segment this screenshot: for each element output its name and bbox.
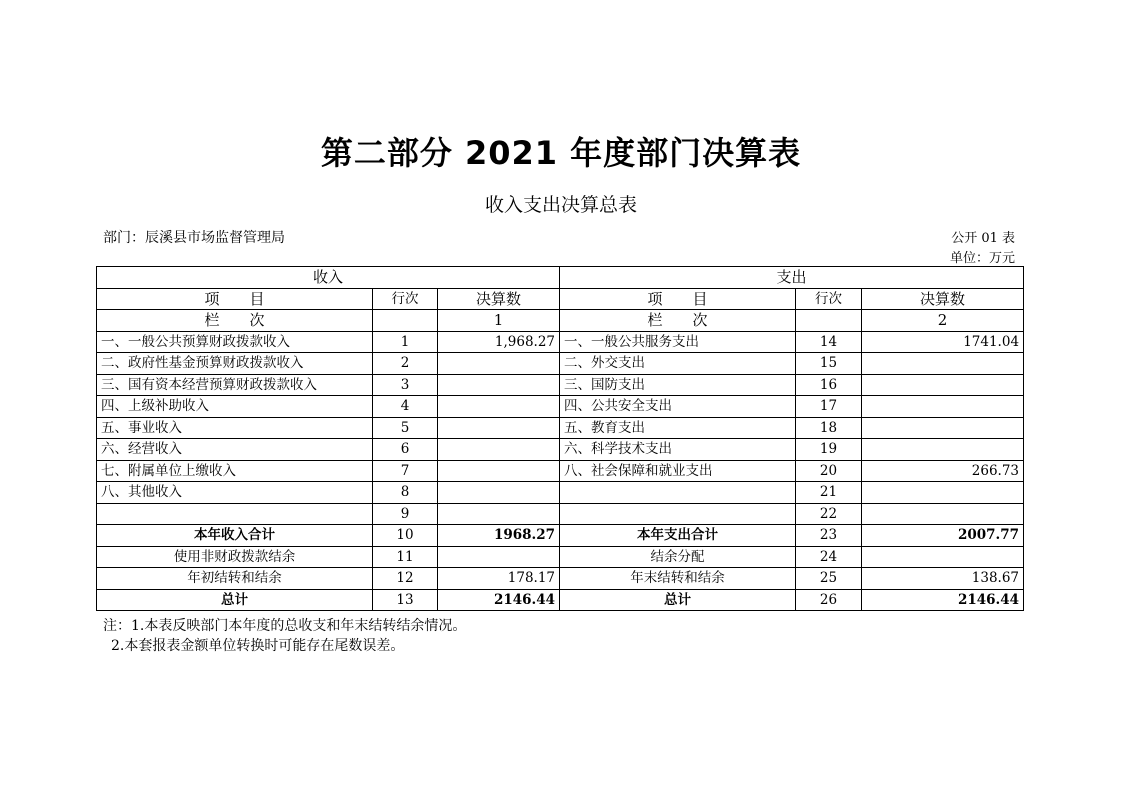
income-rowno-header: 行次 — [373, 288, 438, 310]
income-item: 五、事业收入 — [97, 417, 373, 439]
income-amount — [438, 503, 560, 525]
table-row — [97, 396, 1024, 418]
expense-row-no: 18 — [796, 417, 862, 439]
income-header: 收入 — [97, 267, 560, 289]
income-item: 三、国有资本经营预算财政拨款收入 — [97, 374, 373, 396]
income-summary-row-no: 12 — [373, 568, 438, 590]
income-row-no: 9 — [373, 503, 438, 525]
expense-amount: 266.73 — [862, 460, 1024, 482]
income-item: 七、附属单位上缴收入 — [97, 460, 373, 482]
income-summary-amount: 2146.44 — [438, 589, 560, 611]
expense-amount — [862, 396, 1024, 418]
table-subtitle: 收入支出决算总表 — [484, 194, 637, 216]
summary-row — [97, 546, 1024, 568]
expense-amount — [862, 482, 1024, 504]
income-item: 一、一般公共预算财政拨款收入 — [97, 331, 373, 353]
income-row-no: 1 — [373, 331, 438, 353]
income-item — [97, 503, 373, 525]
income-row-no: 4 — [373, 396, 438, 418]
table-row — [97, 417, 1024, 439]
expense-amount — [862, 439, 1024, 461]
expense-rowno-header: 行次 — [796, 288, 862, 310]
expense-row-no: 17 — [796, 396, 862, 418]
expense-item — [560, 503, 796, 525]
income-row-no: 3 — [373, 374, 438, 396]
expense-header: 支出 — [560, 267, 1024, 289]
summary-row — [97, 589, 1024, 611]
income-amount — [438, 374, 560, 396]
table-row — [97, 331, 1024, 353]
income-summary-amount: 1968.27 — [438, 525, 560, 547]
income-summary-row-no: 11 — [373, 546, 438, 568]
expense-amount — [862, 353, 1024, 375]
expense-amount — [862, 374, 1024, 396]
unit-label: 单位：万元 — [949, 251, 1015, 266]
income-summary-row-no: 10 — [373, 525, 438, 547]
table-row — [97, 374, 1024, 396]
expense-summary-amount: 138.67 — [862, 568, 1024, 590]
expense-item: 五、教育支出 — [560, 417, 796, 439]
expense-amount — [862, 503, 1024, 525]
income-amount: 1,968.27 — [438, 331, 560, 353]
form-number: 公开 01 表 — [951, 231, 1015, 246]
income-row-no: 2 — [373, 353, 438, 375]
income-item: 六、经营收入 — [97, 439, 373, 461]
expense-row-no: 16 — [796, 374, 862, 396]
expense-row-no: 14 — [796, 331, 862, 353]
expense-summary-amount: 2007.77 — [862, 525, 1024, 547]
expense-item: 三、国防支出 — [560, 374, 796, 396]
income-summary-amount: 178.17 — [438, 568, 560, 590]
expense-row-no: 15 — [796, 353, 862, 375]
income-summary-row-no: 13 — [373, 589, 438, 611]
expense-row-no: 21 — [796, 482, 862, 504]
note-2: 2.本套报表金额单位转换时可能存在尾数误差。 — [111, 638, 405, 654]
expense-item: 一、一般公共服务支出 — [560, 331, 796, 353]
income-amount — [438, 460, 560, 482]
header-row-columns — [97, 288, 1024, 310]
expense-column-rowno — [796, 310, 862, 332]
expense-summary-amount: 2146.44 — [862, 589, 1024, 611]
income-amount — [438, 353, 560, 375]
expense-item: 六、科学技术支出 — [560, 439, 796, 461]
expense-summary-item: 年末结转和结余 — [560, 568, 796, 590]
income-item-header: 项 目 — [97, 288, 373, 310]
table-row — [97, 439, 1024, 461]
expense-summary-item: 总计 — [560, 589, 796, 611]
table-row — [97, 353, 1024, 375]
expense-column-label: 栏 次 — [560, 310, 796, 332]
summary-row — [97, 525, 1024, 547]
income-amount — [438, 396, 560, 418]
income-amount — [438, 417, 560, 439]
expense-summary-row-no: 24 — [796, 546, 862, 568]
expense-row-no: 20 — [796, 460, 862, 482]
income-row-no: 8 — [373, 482, 438, 504]
income-row-no: 6 — [373, 439, 438, 461]
income-column-label: 栏 次 — [97, 310, 373, 332]
income-amount-header: 决算数 — [438, 288, 560, 310]
column-index-row — [97, 310, 1024, 332]
income-item: 四、上级补助收入 — [97, 396, 373, 418]
income-summary-item: 总计 — [97, 589, 373, 611]
department-label: 部门：辰溪县市场监督管理局 — [103, 230, 285, 246]
income-summary-item: 年初结转和结余 — [97, 568, 373, 590]
expense-item: 四、公共安全支出 — [560, 396, 796, 418]
expense-amount — [862, 417, 1024, 439]
income-column-index: 1 — [438, 310, 560, 332]
notes — [103, 616, 466, 656]
income-amount — [438, 482, 560, 504]
expense-summary-row-no: 26 — [796, 589, 862, 611]
expense-summary-row-no: 23 — [796, 525, 862, 547]
income-summary-item: 使用非财政拨款结余 — [97, 546, 373, 568]
header-row-sections — [97, 267, 1024, 289]
expense-summary-item: 本年支出合计 — [560, 525, 796, 547]
expense-amount: 1741.04 — [862, 331, 1024, 353]
expense-row-no: 19 — [796, 439, 862, 461]
expense-row-no: 22 — [796, 503, 862, 525]
income-row-no: 7 — [373, 460, 438, 482]
income-amount — [438, 439, 560, 461]
income-summary-item: 本年收入合计 — [97, 525, 373, 547]
expense-summary-row-no: 25 — [796, 568, 862, 590]
income-column-rowno — [373, 310, 438, 332]
page-title: 第二部分 2021 年度部门决算表 — [320, 134, 802, 172]
note-1: 注：1.本表反映部门本年度的总收支和年末结转结余情况。 — [103, 618, 467, 634]
table-row — [97, 460, 1024, 482]
income-item: 二、政府性基金预算财政拨款收入 — [97, 353, 373, 375]
expense-item-header: 项 目 — [560, 288, 796, 310]
table-row — [97, 482, 1024, 504]
expense-summary-item: 结余分配 — [560, 546, 796, 568]
income-row-no: 5 — [373, 417, 438, 439]
income-summary-amount — [438, 546, 560, 568]
expense-item: 二、外交支出 — [560, 353, 796, 375]
table-row — [97, 503, 1024, 525]
summary-row — [97, 568, 1024, 590]
expense-summary-amount — [862, 546, 1024, 568]
income-item: 八、其他收入 — [97, 482, 373, 504]
expense-item — [560, 482, 796, 504]
expense-column-index: 2 — [862, 310, 1024, 332]
income-expense-table — [96, 266, 1024, 611]
expense-amount-header: 决算数 — [862, 288, 1024, 310]
expense-item: 八、社会保障和就业支出 — [560, 460, 796, 482]
